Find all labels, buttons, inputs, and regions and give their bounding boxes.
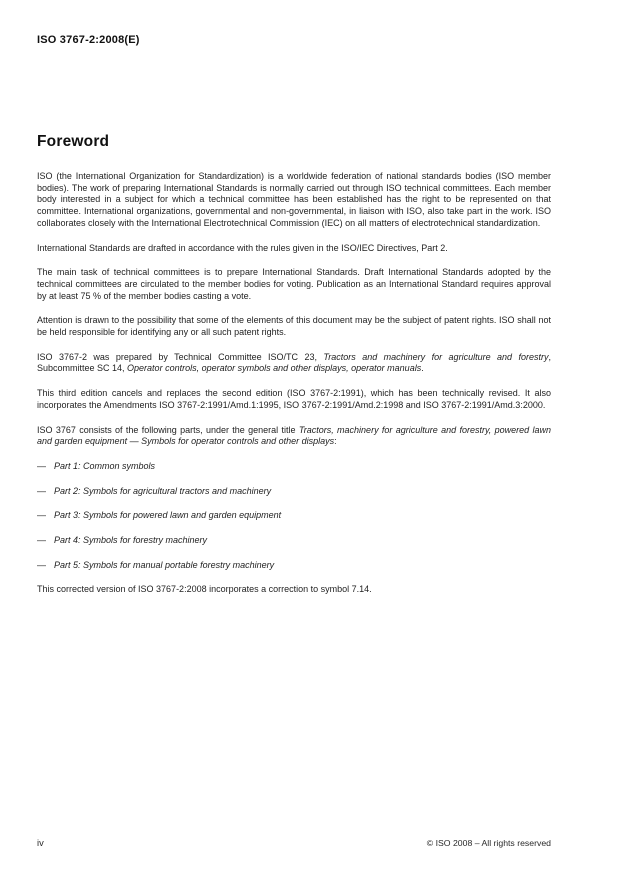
dash-bullet: — <box>37 485 46 496</box>
dash-bullet: — <box>37 559 46 570</box>
paragraph <box>37 267 551 302</box>
part-list-item-label: Part 2: Symbols for agricultural tractors and machinery <box>54 485 272 496</box>
document-number: ISO 3767-2:2008(E) <box>37 34 140 46</box>
foreword-paragraphs <box>37 171 551 448</box>
paragraph <box>37 352 551 375</box>
part-list-item <box>37 486 551 498</box>
dash-bullet: — <box>37 460 46 471</box>
text-segment: International Standards are drafted in accordance with the rules given in the ISO/IEC Directives, Part 2. <box>37 242 448 253</box>
text-segment: ISO 3767-2 was prepared by Technical Committee ISO/TC 23, <box>37 351 324 362</box>
italic-text-segment: Tractors and machinery for agriculture and forestry <box>323 351 549 362</box>
italic-text-segment: Operator controls, operator symbols and other displays, operator manuals <box>127 363 422 374</box>
parts-list <box>37 461 551 572</box>
part-list-item <box>37 535 551 547</box>
foreword-section <box>37 134 551 609</box>
part-list-item-label: Part 3: Symbols for powered lawn and garden equipment <box>54 510 282 521</box>
part-list-item-label: Part 5: Symbols for manual portable forestry machinery <box>54 559 275 570</box>
page-footer <box>37 838 551 848</box>
dash-bullet: — <box>37 535 46 546</box>
paragraph <box>37 243 551 255</box>
paragraph <box>37 425 551 448</box>
text-segment: ISO (the International Organization for Standardization) is a worldwide federation of national standards bodies (ISO member bodies). The work of preparing International Standards is normally carried out through ISO technical committees. Each member body interested in a subject for which a technical committee has been established has the right to be represented on that committee. International organizations, governmental and non-governmental, in liaison with ISO, also take part in the work. ISO collaborates closely with the International Electrotechnical Commission (IEC) on all matters of electrotechnical standardization. <box>37 171 551 228</box>
text-segment: : <box>334 436 337 447</box>
closing-paragraph: This corrected version of ISO 3767-2:2008 incorporates a correction to symbol 7.14. <box>37 584 372 595</box>
foreword-title: Foreword <box>37 133 110 150</box>
text-segment: Attention is drawn to the possibility that some of the elements of this document may be the subject of patent rights. ISO shall not be held responsible for identifying any or all such patent rights. <box>37 315 551 338</box>
page-number: iv <box>37 838 44 848</box>
text-segment: The main task of technical committees is to prepare International Standards. Draft International Standards adopted by the technical committees are circulated to the member bodies for voting. Publication as an International Standard requires approval by at least 75 % of the member bodies casting a vote. <box>37 267 551 301</box>
copyright-notice: © ISO 2008 – All rights reserved <box>426 838 551 848</box>
part-list-item <box>37 461 551 473</box>
paragraph <box>37 388 551 411</box>
text-segment: ISO 3767 consists of the following parts, under the general title <box>37 424 299 435</box>
text-segment: This third edition cancels and replaces the second edition (ISO 3767-2:1991), which has been technically revised. It also incorporates the Amendments ISO 3767-2:1991/Amd.1:1995, ISO 3767-2:1991/Amd.2:1998 and ISO 3767-2:1991/Amd.3:2000. <box>37 388 551 410</box>
dash-bullet: — <box>37 510 46 521</box>
paragraph <box>37 315 551 338</box>
text-segment: . <box>421 363 424 374</box>
part-list-item-label: Part 1: Common symbols <box>54 460 156 471</box>
text-segment: , Subcommittee SC 14, <box>37 351 551 374</box>
paragraph <box>37 171 551 230</box>
italic-text-segment: Tractors, machinery for agriculture and forestry, powered lawn and garden equipment — Symbols for operator controls and other displays <box>37 424 552 447</box>
part-list-item-label: Part 4: Symbols for forestry machinery <box>54 535 208 546</box>
part-list-item <box>37 560 551 572</box>
part-list-item <box>37 510 551 522</box>
